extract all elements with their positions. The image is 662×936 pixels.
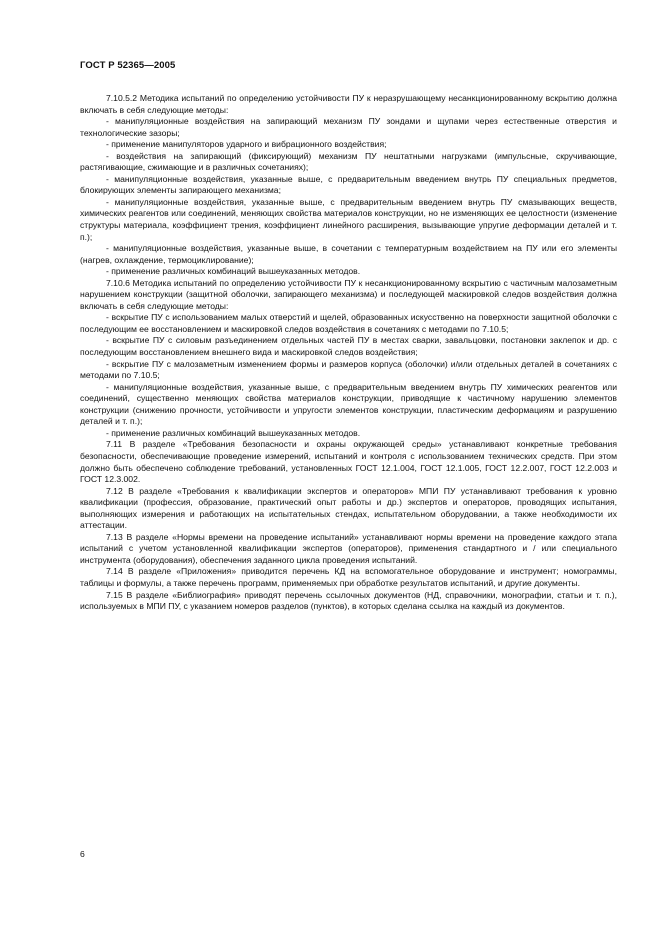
list-item: - вскрытие ПУ с малозаметным изменением формы и размеров корпуса (оболочки) и/или отдельных деталей в сочетаниях с методами по 7.10.5;: [80, 358, 617, 381]
paragraph: 7.10.6 Методика испытаний по определению устойчивости ПУ к несанкционированному вскрытию с частичным малозаметным нарушением конструкции (защитной оболочки, запирающего механизма) и последующей маскировкой следов воздействия должна включать в себя следующие методы:: [80, 277, 617, 311]
list-item: - вскрытие ПУ с силовым разъединением отдельных частей ПУ в местах сварки, завальцовки, постановки заклепок и др. с последующим восстановлением внешнего вида и маскировкой следов воздействия;: [80, 335, 617, 358]
paragraph: 7.15 В разделе «Библиография» приводят перечень ссылочных документов (НД, справочники, монографии, статьи и т. п.), используемых в МПИ ПУ, с указанием номеров разделов (пунктов), в которых сделана ссылка на каждый из документов.: [80, 589, 617, 612]
list-item: - вскрытие ПУ с использованием малых отверстий и щелей, образованных искусственно на поверхности защитной оболочки с последующим ее восстановлением и маскировкой следов воздействия в сочетаниях с методами по 7.10.5;: [80, 312, 617, 334]
document-body: [80, 93, 617, 613]
list-item: - манипуляционные воздействия, указанные выше, с предварительным введением внутрь ПУ специальных предметов, блокирующих элементы запирающего механизма;: [80, 173, 617, 196]
list-item: - применение манипуляторов ударного и вибрационного воздействия;: [106, 139, 387, 150]
list-item: - манипуляционные воздействия, указанные выше, в сочетании с температурным воздействием на ПУ или его элементы (нагрев, охлаждение, термоциклирование);: [80, 243, 617, 265]
list-item: - манипуляционные воздействия, указанные выше, с предварительным введением внутрь ПУ смазывающих веществ, химических реагентов или соединений, меняющих свойства материалов конструкции, но не изменяющих ее целостности (изменение структуры материала, коэффициент трения, коэффициент линейного расширения, вызывающие упругие деформации деталей и т. п.);: [80, 196, 617, 242]
paragraph: 7.11 В разделе «Требования безопасности и охраны окружающей среды» устанавливают конкретные требования безопасности, обеспечивающие проведение измерений, испытаний и контроля с использованием технических средств. При этом должно быть обеспечено соблюдение требований, установленных ГОСТ 12.1.004, ГОСТ 12.1.005, ГОСТ 12.2.007, ГОСТ 12.2.003 и ГОСТ 12.3.002.: [80, 439, 617, 485]
paragraph: 7.12 В разделе «Требования к квалификации экспертов и операторов» МПИ ПУ устанавливают требования к уровню квалификации (профессия, образование, практический опыт работы и др.) экспертов и операторов, проводящих испытания, выполняющих измерения и работающих на испытательных стендах, испытательном оборудовании, а также необходимости их аттестации.: [80, 485, 617, 531]
list-item: - применение различных комбинаций вышеуказанных методов.: [106, 427, 361, 438]
list-item: - воздействия на запирающий (фиксирующий) механизм ПУ нештатными нагрузками (импульсные, скручивающие, растягивающие, сжимающие и в различных сочетаниях);: [80, 150, 617, 173]
paragraph: 7.13 В разделе «Нормы времени на проведение испытаний» устанавливают нормы времени на проведение каждого этапа испытаний с учетом установленной квалификации экспертов (операторов), применения стандартного и / или специального инструмента (оборудования), обеспечения заданного цикла проведения испытаний.: [80, 531, 617, 565]
paragraph: 7.14 В разделе «Приложения» приводится перечень КД на вспомогательное оборудование и инструмент; номограммы, таблицы и формулы, а также перечень программ, применяемых при обработке результатов испытаний, и другие документы.: [80, 566, 617, 588]
list-item: - применение различных комбинаций вышеуказанных методов.: [106, 266, 361, 277]
list-item: - манипуляционные воздействия, указанные выше, с предварительным введением внутрь ПУ химических реагентов или соединений, существенно меняющих свойства материалов конструкции, приводящие к частичному нарушению элементов конструкции (снижению прочности, устойчивости и упругости элементов конструкции, пластическим деформациям и разрушению деталей и т. п.);: [80, 381, 617, 427]
document-header: ГОСТ Р 52365—2005: [80, 60, 176, 71]
list-item: - манипуляционные воздействия на запирающий механизм ПУ зондами и щупами через естественные отверстия и технологические зазоры;: [80, 116, 617, 138]
page-number: 6: [80, 849, 85, 859]
paragraph: 7.10.5.2 Методика испытаний по определению устойчивости ПУ к неразрушающему несанкционированному вскрытию должна включать в себя следующие методы:: [80, 93, 617, 115]
